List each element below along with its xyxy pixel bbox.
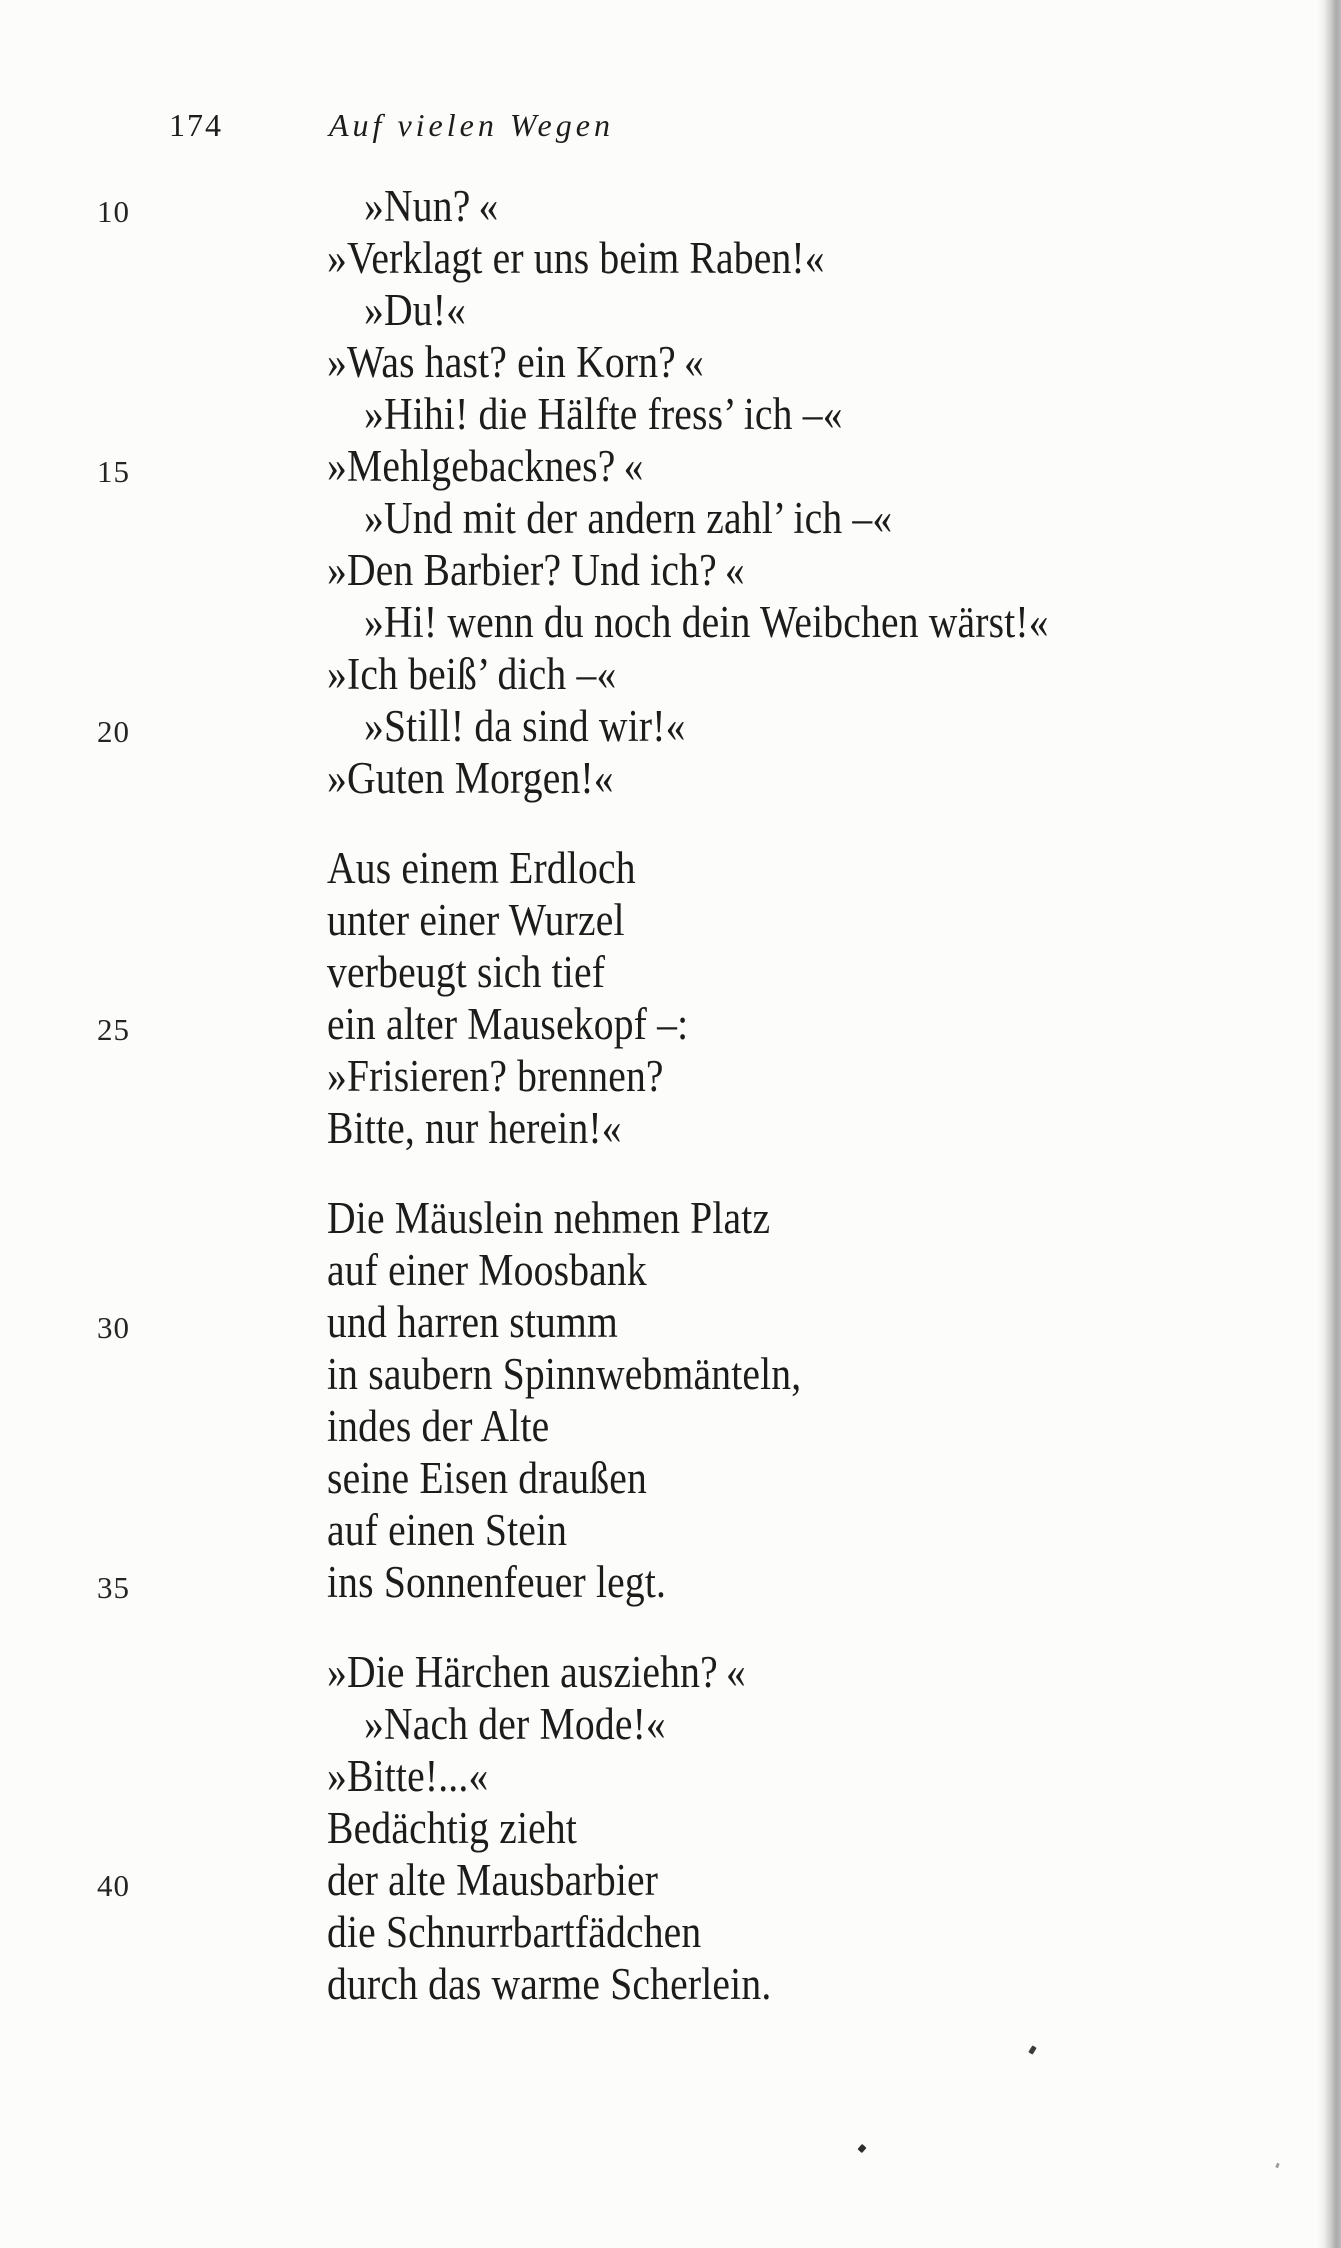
scan-speck (857, 2144, 866, 2153)
poem-line (327, 1958, 1142, 2010)
poem-line (327, 842, 1142, 894)
poem-line (97, 1854, 1142, 1906)
poem-line-text: auf einer Moosbank (327, 1245, 647, 1295)
line-number: 30 (97, 1310, 130, 1345)
poem-line (327, 1504, 1142, 1556)
poem-line-text: verbeugt sich tief (327, 947, 606, 997)
poem-line (327, 232, 1142, 284)
poem-line-text: »Du!« (364, 285, 467, 335)
poem-line (327, 1400, 1142, 1452)
line-number: 35 (97, 1570, 130, 1605)
stanza (97, 1646, 1142, 2010)
line-number: 20 (97, 714, 130, 749)
poem-line (327, 388, 1142, 440)
poem-line-text: unter einer Wurzel (327, 895, 625, 945)
poem-line-text: »Die Härchen ausziehn? « (327, 1647, 746, 1697)
poem-line-text: ins Sonnenfeuer legt. (327, 1557, 667, 1607)
poem-line-text: »Still! da sind wir!« (364, 701, 686, 751)
stanza (97, 180, 1142, 804)
poem-line (327, 1348, 1142, 1400)
poem-line-text: seine Eisen draußen (327, 1453, 648, 1503)
poem-line-text: ein alter Mausekopf –: (327, 999, 689, 1049)
poem-line-text: »Verklagt er uns beim Raben!« (327, 233, 825, 283)
poem-line-text: »Hi! wenn du noch dein Weibchen wärst!« (364, 597, 1049, 647)
poem-line (327, 284, 1142, 336)
poem-line-text: »Den Barbier? Und ich? « (327, 545, 745, 595)
poem-line (327, 752, 1142, 804)
poem-line-text: »Guten Morgen!« (327, 753, 614, 803)
poem-line-text: »Ich beiß’ dich –« (327, 649, 617, 699)
poem-line-text: und harren stumm (327, 1297, 618, 1347)
poem-line (327, 1244, 1142, 1296)
poem-line-text: in saubern Spinnwebmänteln, (327, 1349, 802, 1399)
poem-body (97, 180, 1142, 2010)
poem-line (327, 1646, 1142, 1698)
poem-line (327, 1102, 1142, 1154)
poem-line-text: »Und mit der andern zahl’ ich –« (364, 493, 893, 543)
poem-line (327, 544, 1142, 596)
poem-line (327, 596, 1142, 648)
line-number: 40 (97, 1868, 130, 1903)
poem-line-text: »Nach der Mode!« (364, 1699, 666, 1749)
stanza (97, 842, 1142, 1154)
line-number: 25 (97, 1012, 130, 1047)
scan-speck (1028, 2045, 1036, 2054)
poem-line-text: Bitte, nur herein!« (327, 1103, 622, 1153)
page-number: 174 (169, 107, 223, 143)
poem-line-text: Aus einem Erdloch (327, 843, 636, 893)
poem-line (97, 440, 1142, 492)
line-number: 10 (97, 194, 130, 229)
poem-line-text: »Nun? « (364, 181, 499, 231)
poem-line (327, 1906, 1142, 1958)
poem-line-text: Bedächtig zieht (327, 1803, 578, 1853)
poem-line (327, 1192, 1142, 1244)
poem-line (97, 180, 1142, 232)
poem-line-text: »Hihi! die Hälfte fress’ ich –« (364, 389, 843, 439)
poem-line-text: der alte Mausbarbier (327, 1855, 659, 1905)
poem-line (97, 1556, 1142, 1608)
poem-line (327, 1698, 1142, 1750)
poem-line (327, 1750, 1142, 1802)
poem-line (327, 1452, 1142, 1504)
poem-line-text: durch das warme Scherlein. (327, 1959, 772, 2009)
poem-line-text: die Schnurrbartfädchen (327, 1907, 702, 1957)
poem-line (327, 894, 1142, 946)
line-number: 15 (97, 454, 130, 489)
stanza (97, 1192, 1142, 1608)
scan-speck (1275, 2163, 1280, 2169)
poem-line (327, 946, 1142, 998)
poem-line-text: »Was hast? ein Korn? « (327, 337, 705, 387)
running-title: Auf vielen Wegen (329, 107, 614, 143)
poem-line-text: Die Mäuslein nehmen Platz (327, 1193, 771, 1243)
page-gutter-shadow (1317, 0, 1341, 2248)
poem-line-text: indes der Alte (327, 1401, 550, 1451)
poem-line-text: »Mehlgebacknes? « (327, 441, 644, 491)
poem-line (327, 1802, 1142, 1854)
poem-line-text: auf einen Stein (327, 1505, 568, 1555)
poem-line (97, 700, 1142, 752)
poem-line-text: »Frisieren? brennen? (327, 1051, 664, 1101)
poem-line (327, 648, 1142, 700)
poem-line (327, 492, 1142, 544)
poem-line (97, 998, 1142, 1050)
poem-line-text: »Bitte!...« (327, 1751, 489, 1801)
poem-line (327, 1050, 1142, 1102)
poem-line (97, 1296, 1142, 1348)
poem-line (327, 336, 1142, 388)
